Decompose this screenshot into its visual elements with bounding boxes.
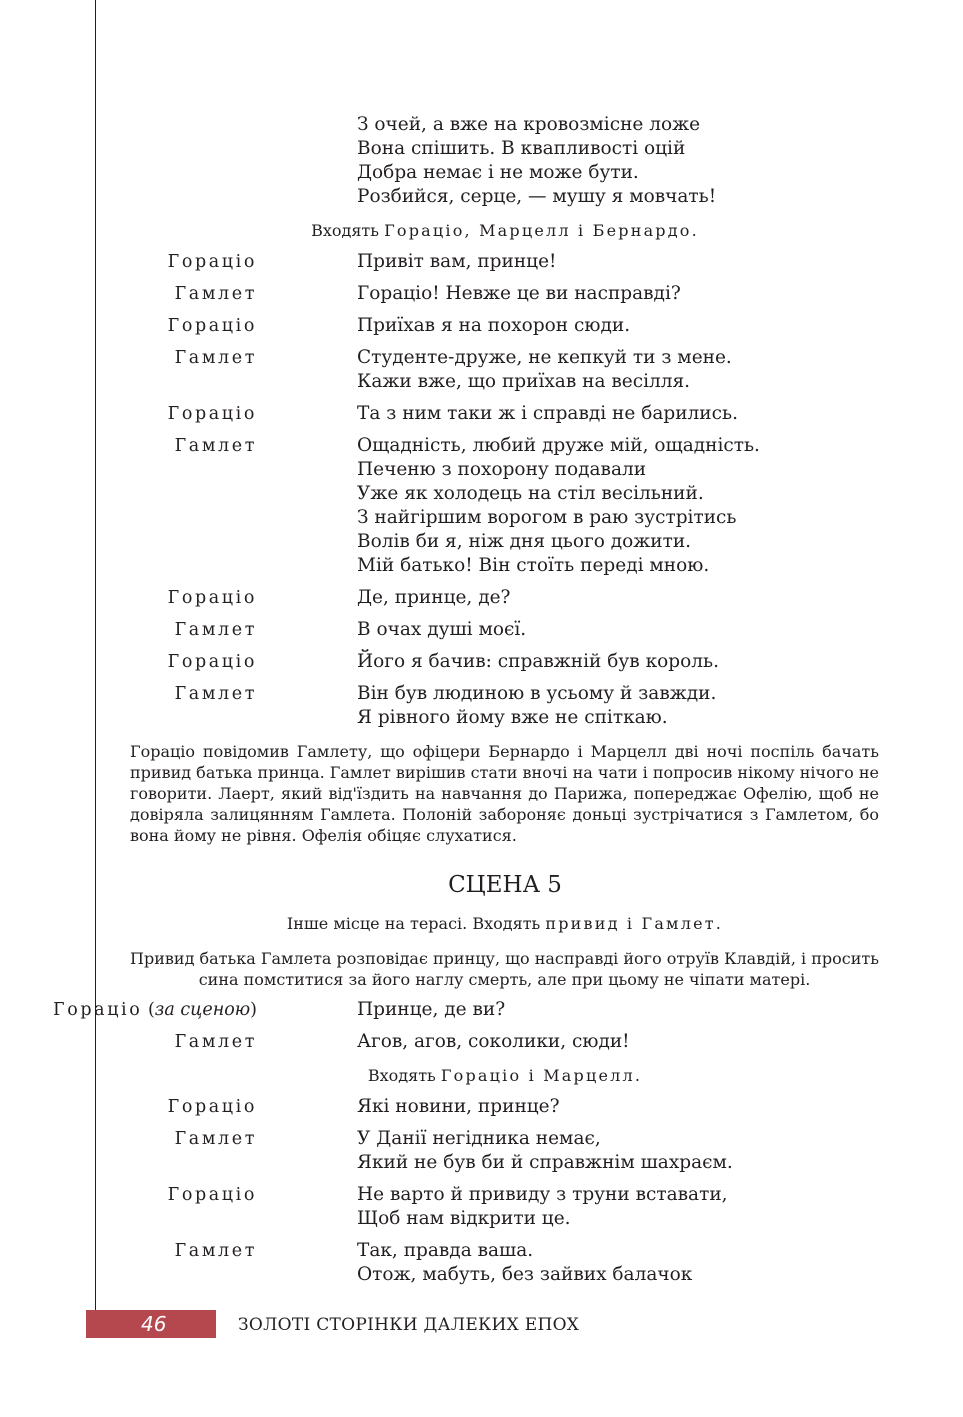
- margin-rule: [95, 0, 96, 1310]
- speech-line: Ощаднiсть, любий друже мiй, ощаднiсть.: [357, 435, 760, 456]
- dialogue-entry: [130, 1239, 890, 1285]
- speaker-name: Горацiо: [167, 588, 257, 608]
- speaker-name: Горацiо: [167, 316, 257, 336]
- dialogue-entry: [130, 682, 890, 728]
- speech-line: Вiн був людиною в усьому й завжди.: [357, 683, 717, 704]
- speech-line: Не варто й привиду з труни вставати,: [357, 1184, 728, 1205]
- scene-title: СЦЕНА 5: [448, 872, 562, 898]
- speaker-name: Гамлет: [174, 1032, 257, 1052]
- speech-line: У Данiї негiдника немає,: [357, 1128, 601, 1149]
- dialogue-entry: [130, 618, 890, 642]
- speaker-name: Гамлет: [174, 436, 257, 456]
- dialogue-entry: [130, 650, 890, 674]
- verse-block: [357, 113, 716, 209]
- speech-line: Приїхав я на похорон сюди.: [357, 315, 631, 336]
- dialogue-entry: [130, 346, 890, 392]
- stage-direction-prefix: Входять: [311, 221, 385, 240]
- speaker-name: Горацiо: [167, 404, 257, 424]
- speech-line: Кажи вже, що приїхав на весiлля.: [357, 371, 691, 392]
- speech-line: Печеню з похорону подавали: [357, 459, 647, 480]
- dialogue-entry: [130, 250, 890, 274]
- plot-summary: Горацiо повiдомив Гамлету, що офiцери Бернардо i Марцелл двi ночi поспiль бачать привид батька принца. Гамлет вирiшив стати вночi на чати i попросив нiкому нiчого не говорити. Лаерт, який вiд'їздить на навчання до Парижа, попереджає Офелiю, щоб не довiряла залицянням Гамлета. Полонiй забороняє доньцi зустрiчатися з Гамлетом, бо вона йому не рiвня. Офелiя обiцяє слухатися.: [130, 742, 879, 845]
- speaker-name: Горацiо: [167, 1097, 257, 1117]
- verse-line: Добра немає і не може бути.: [357, 162, 639, 183]
- speech-line: Я рiвного йому вже не спiткаю.: [357, 707, 668, 728]
- speech-line: Привiт вам, принце!: [357, 251, 557, 272]
- stage-direction-prefix: Iнше мiсце на терасi. Входять: [286, 914, 546, 933]
- speech-line: Принце, де ви?: [357, 999, 506, 1020]
- speaker-name: Гамлет: [174, 348, 257, 368]
- running-title: ЗОЛОТI СТОРIНКИ ДАЛЕКИХ ЕПОХ: [238, 1315, 580, 1335]
- dialogue-entry: [130, 1183, 890, 1229]
- speech-line: Щоб нам вiдкрити це.: [357, 1208, 571, 1229]
- stage-direction-names: привид i Гамлет.: [545, 914, 724, 933]
- speech-line: В очах душi моєї.: [357, 619, 527, 640]
- stage-direction-prefix: Входять: [367, 1066, 441, 1085]
- speaker-name: Гамлет: [174, 284, 257, 304]
- dialogue-entry: [130, 402, 890, 426]
- page-number: 46: [141, 1312, 167, 1336]
- speech-line: З найгiршим ворогом в раю зустрiтись: [357, 507, 737, 528]
- speech-line: Мiй батько! Вiн стоїть передi мною.: [357, 555, 710, 576]
- speaker-name: Горацiо: [167, 252, 257, 272]
- speaker-name: Горацiо: [167, 652, 257, 672]
- dialogue-entry: [130, 282, 890, 306]
- speaker-name: Гамлет: [174, 1241, 257, 1261]
- speech-line: Якi новини, принце?: [357, 1096, 560, 1117]
- dialogue-entry: [130, 314, 890, 338]
- stage-note: за сценою: [154, 1000, 251, 1020]
- speech-line: Його я бачив: справжнiй був король.: [357, 651, 719, 672]
- verse-line: Вона спішить. В квапливості оцій: [357, 138, 686, 159]
- speaker-name: Гамлет: [174, 684, 257, 704]
- verse-line: З очей, а вже на кровозмісне ложе: [357, 114, 701, 135]
- speech-line: Агов, агов, соколики, сюди!: [357, 1031, 630, 1052]
- speaker-name: Горацiо (за сценою): [53, 1000, 257, 1020]
- stage-direction: [0, 1065, 963, 1087]
- verse-line: Розбийся, серце, — мушу я мовчать!: [357, 186, 717, 207]
- speech-line: Студенте-друже, не кепкуй ти з мене.: [357, 347, 732, 368]
- speaker-name: Гамлет: [174, 620, 257, 640]
- speech-line: Та з ним таки ж i справдi не барились.: [357, 403, 738, 424]
- speech-line: Волiв би я, нiж дня цього дожити.: [357, 531, 692, 552]
- speaker-name-text: Горацiо: [53, 1000, 143, 1020]
- dialogue-entry: [53, 998, 890, 1022]
- stage-direction-names: Горацiо i Марцелл.: [440, 1066, 643, 1085]
- speech-line: Так, правда ваша.: [357, 1240, 534, 1261]
- speech-line: Отож, мабуть, без зайвих балачок: [357, 1264, 693, 1285]
- speaker-name: Горацiо: [167, 1185, 257, 1205]
- dialogue-entry: [130, 1095, 890, 1119]
- dialogue-entry: [130, 434, 890, 576]
- dialogue-entry: [130, 1127, 890, 1173]
- speech-line: Де, принце, де?: [357, 587, 511, 608]
- stage-direction: [0, 913, 963, 935]
- speaker-name: Гамлет: [174, 1129, 257, 1149]
- speech-line: Горацiо! Невже це ви насправдi?: [357, 283, 681, 304]
- stage-direction-names: Горацiо, Марцелл i Бернардо.: [384, 221, 699, 240]
- speech-line: Уже як холодець на стiл весiльний.: [357, 483, 704, 504]
- speech-line: Який не був би й справжнiм шахраєм.: [357, 1152, 733, 1173]
- dialogue-entry: [130, 586, 890, 610]
- dialogue-entry: [130, 1030, 890, 1054]
- scene-description: Привид батька Гамлета розповiдає принцу, що насправдi його отруїв Клавдiй, i просить сина помститися за його наглу смерть, але при цьому не чiпати матерi.: [130, 949, 879, 989]
- stage-direction: [0, 220, 963, 242]
